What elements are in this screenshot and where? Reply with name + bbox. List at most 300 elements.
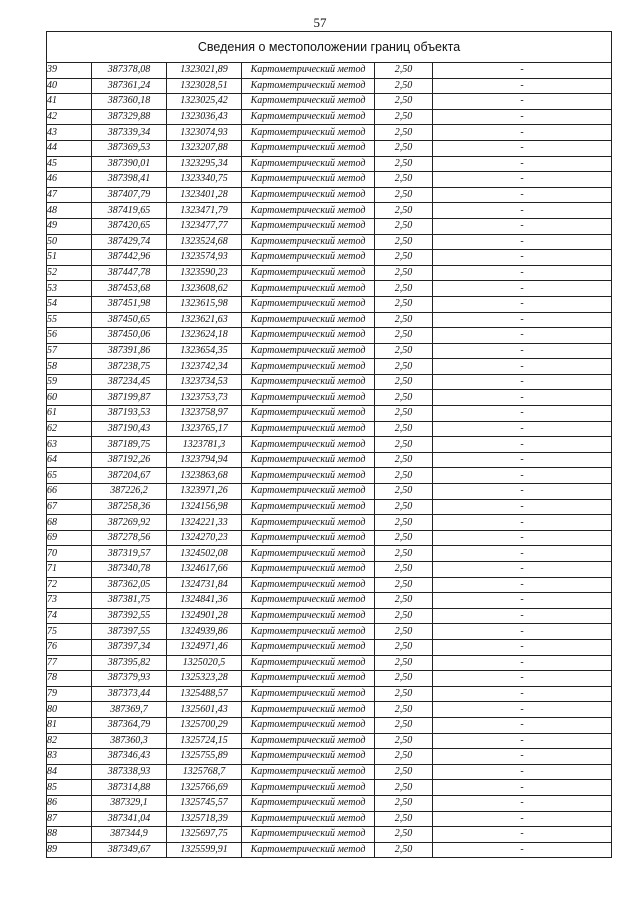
- accuracy-cell: 2,50: [375, 296, 433, 312]
- x-coordinate-cell: 387390,01: [92, 156, 167, 172]
- description-cell: -: [433, 172, 612, 188]
- y-coordinate-cell: 1323477,77: [167, 218, 242, 234]
- x-coordinate-cell: 387193,53: [92, 406, 167, 422]
- y-coordinate-cell: 1323781,3: [167, 437, 242, 453]
- x-coordinate-cell: 387429,74: [92, 234, 167, 250]
- point-number-cell: 64: [47, 452, 92, 468]
- method-cell: Картометрический метод: [242, 702, 375, 718]
- y-coordinate-cell: 1325718,39: [167, 811, 242, 827]
- method-cell: Картометрический метод: [242, 639, 375, 655]
- table-caption: Сведения о местоположении границ объекта: [47, 32, 612, 63]
- accuracy-cell: 2,50: [375, 811, 433, 827]
- x-coordinate-cell: 387369,7: [92, 702, 167, 718]
- accuracy-cell: 2,50: [375, 156, 433, 172]
- accuracy-cell: 2,50: [375, 63, 433, 79]
- description-cell: -: [433, 764, 612, 780]
- accuracy-cell: 2,50: [375, 686, 433, 702]
- method-cell: Картометрический метод: [242, 421, 375, 437]
- y-coordinate-cell: 1323863,68: [167, 468, 242, 484]
- description-cell: -: [433, 296, 612, 312]
- accuracy-cell: 2,50: [375, 187, 433, 203]
- y-coordinate-cell: 1323207,88: [167, 140, 242, 156]
- x-coordinate-cell: 387344,9: [92, 827, 167, 843]
- point-number-cell: 81: [47, 717, 92, 733]
- accuracy-cell: 2,50: [375, 125, 433, 141]
- y-coordinate-cell: 1325755,89: [167, 749, 242, 765]
- table-row: [47, 94, 612, 110]
- method-cell: Картометрический метод: [242, 577, 375, 593]
- y-coordinate-cell: 1323624,18: [167, 328, 242, 344]
- description-cell: -: [433, 468, 612, 484]
- method-cell: Картометрический метод: [242, 468, 375, 484]
- description-cell: -: [433, 187, 612, 203]
- x-coordinate-cell: 387190,43: [92, 421, 167, 437]
- table-row: [47, 452, 612, 468]
- description-cell: -: [433, 390, 612, 406]
- method-cell: Картометрический метод: [242, 94, 375, 110]
- x-coordinate-cell: 387392,55: [92, 608, 167, 624]
- x-coordinate-cell: 387189,75: [92, 437, 167, 453]
- table-row: [47, 390, 612, 406]
- method-cell: Картометрический метод: [242, 780, 375, 796]
- method-cell: Картометрический метод: [242, 827, 375, 843]
- accuracy-cell: 2,50: [375, 421, 433, 437]
- x-coordinate-cell: 387329,1: [92, 795, 167, 811]
- accuracy-cell: 2,50: [375, 562, 433, 578]
- description-cell: -: [433, 780, 612, 796]
- y-coordinate-cell: 1323615,98: [167, 296, 242, 312]
- description-cell: -: [433, 686, 612, 702]
- accuracy-cell: 2,50: [375, 437, 433, 453]
- point-number-cell: 77: [47, 655, 92, 671]
- accuracy-cell: 2,50: [375, 702, 433, 718]
- x-coordinate-cell: 387340,78: [92, 562, 167, 578]
- method-cell: Картометрический метод: [242, 109, 375, 125]
- point-number-cell: 78: [47, 671, 92, 687]
- accuracy-cell: 2,50: [375, 452, 433, 468]
- accuracy-cell: 2,50: [375, 468, 433, 484]
- y-coordinate-cell: 1323794,94: [167, 452, 242, 468]
- point-number-cell: 69: [47, 530, 92, 546]
- x-coordinate-cell: 387204,67: [92, 468, 167, 484]
- y-coordinate-cell: 1323742,34: [167, 359, 242, 375]
- point-number-cell: 48: [47, 203, 92, 219]
- point-number-cell: 68: [47, 515, 92, 531]
- x-coordinate-cell: 387339,34: [92, 125, 167, 141]
- method-cell: Картометрический метод: [242, 546, 375, 562]
- accuracy-cell: 2,50: [375, 795, 433, 811]
- y-coordinate-cell: 1323340,75: [167, 172, 242, 188]
- description-cell: -: [433, 717, 612, 733]
- table-row: [47, 125, 612, 141]
- accuracy-cell: 2,50: [375, 140, 433, 156]
- method-cell: Картометрический метод: [242, 359, 375, 375]
- accuracy-cell: 2,50: [375, 359, 433, 375]
- accuracy-cell: 2,50: [375, 624, 433, 640]
- description-cell: -: [433, 125, 612, 141]
- accuracy-cell: 2,50: [375, 671, 433, 687]
- method-cell: Картометрический метод: [242, 172, 375, 188]
- table-body: [47, 63, 612, 858]
- description-cell: -: [433, 452, 612, 468]
- y-coordinate-cell: 1323295,34: [167, 156, 242, 172]
- description-cell: -: [433, 515, 612, 531]
- point-number-cell: 63: [47, 437, 92, 453]
- table-row: [47, 312, 612, 328]
- point-number-cell: 84: [47, 764, 92, 780]
- y-coordinate-cell: 1325697,75: [167, 827, 242, 843]
- y-coordinate-cell: 1325601,43: [167, 702, 242, 718]
- table-row: [47, 421, 612, 437]
- x-coordinate-cell: 387373,44: [92, 686, 167, 702]
- method-cell: Картометрический метод: [242, 452, 375, 468]
- y-coordinate-cell: 1325745,57: [167, 795, 242, 811]
- x-coordinate-cell: 387453,68: [92, 281, 167, 297]
- point-number-cell: 86: [47, 795, 92, 811]
- y-coordinate-cell: 1325766,69: [167, 780, 242, 796]
- accuracy-cell: 2,50: [375, 655, 433, 671]
- table-row: [47, 702, 612, 718]
- accuracy-cell: 2,50: [375, 218, 433, 234]
- point-number-cell: 88: [47, 827, 92, 843]
- table-row: [47, 172, 612, 188]
- table-row: [47, 733, 612, 749]
- x-coordinate-cell: 387226,2: [92, 484, 167, 500]
- point-number-cell: 56: [47, 328, 92, 344]
- table-row: [47, 546, 612, 562]
- table-row: [47, 187, 612, 203]
- y-coordinate-cell: 1323074,93: [167, 125, 242, 141]
- y-coordinate-cell: 1323401,28: [167, 187, 242, 203]
- x-coordinate-cell: 387450,06: [92, 328, 167, 344]
- x-coordinate-cell: 387349,67: [92, 842, 167, 858]
- y-coordinate-cell: 1323758,97: [167, 406, 242, 422]
- point-number-cell: 41: [47, 94, 92, 110]
- table-row: [47, 109, 612, 125]
- accuracy-cell: 2,50: [375, 390, 433, 406]
- point-number-cell: 58: [47, 359, 92, 375]
- accuracy-cell: 2,50: [375, 78, 433, 94]
- accuracy-cell: 2,50: [375, 328, 433, 344]
- x-coordinate-cell: 387451,98: [92, 296, 167, 312]
- table-row: [47, 265, 612, 281]
- accuracy-cell: 2,50: [375, 203, 433, 219]
- description-cell: -: [433, 437, 612, 453]
- method-cell: Картометрический метод: [242, 296, 375, 312]
- table-caption-row: [47, 32, 612, 63]
- table-row: [47, 811, 612, 827]
- table-row: [47, 749, 612, 765]
- accuracy-cell: 2,50: [375, 374, 433, 390]
- method-cell: Картометрический метод: [242, 655, 375, 671]
- method-cell: Картометрический метод: [242, 608, 375, 624]
- point-number-cell: 51: [47, 250, 92, 266]
- x-coordinate-cell: 387369,53: [92, 140, 167, 156]
- accuracy-cell: 2,50: [375, 717, 433, 733]
- point-number-cell: 60: [47, 390, 92, 406]
- method-cell: Картометрический метод: [242, 499, 375, 515]
- x-coordinate-cell: 387395,82: [92, 655, 167, 671]
- description-cell: -: [433, 63, 612, 79]
- point-number-cell: 40: [47, 78, 92, 94]
- method-cell: Картометрический метод: [242, 343, 375, 359]
- method-cell: Картометрический метод: [242, 530, 375, 546]
- point-number-cell: 53: [47, 281, 92, 297]
- description-cell: -: [433, 94, 612, 110]
- y-coordinate-cell: 1324156,98: [167, 499, 242, 515]
- description-cell: -: [433, 546, 612, 562]
- point-number-cell: 46: [47, 172, 92, 188]
- point-number-cell: 57: [47, 343, 92, 359]
- x-coordinate-cell: 387362,05: [92, 577, 167, 593]
- point-number-cell: 43: [47, 125, 92, 141]
- point-number-cell: 45: [47, 156, 92, 172]
- y-coordinate-cell: 1323025,42: [167, 94, 242, 110]
- point-number-cell: 52: [47, 265, 92, 281]
- description-cell: -: [433, 140, 612, 156]
- x-coordinate-cell: 387391,86: [92, 343, 167, 359]
- method-cell: Картометрический метод: [242, 686, 375, 702]
- y-coordinate-cell: 1325323,28: [167, 671, 242, 687]
- accuracy-cell: 2,50: [375, 499, 433, 515]
- accuracy-cell: 2,50: [375, 780, 433, 796]
- method-cell: Картометрический метод: [242, 764, 375, 780]
- point-number-cell: 47: [47, 187, 92, 203]
- table-row: [47, 624, 612, 640]
- accuracy-cell: 2,50: [375, 484, 433, 500]
- description-cell: -: [433, 655, 612, 671]
- description-cell: -: [433, 343, 612, 359]
- point-number-cell: 61: [47, 406, 92, 422]
- point-number-cell: 42: [47, 109, 92, 125]
- accuracy-cell: 2,50: [375, 827, 433, 843]
- method-cell: Картометрический метод: [242, 312, 375, 328]
- table-row: [47, 437, 612, 453]
- method-cell: Картометрический метод: [242, 437, 375, 453]
- method-cell: Картометрический метод: [242, 156, 375, 172]
- y-coordinate-cell: 1323471,79: [167, 203, 242, 219]
- method-cell: Картометрический метод: [242, 187, 375, 203]
- point-number-cell: 89: [47, 842, 92, 858]
- point-number-cell: 65: [47, 468, 92, 484]
- method-cell: Картометрический метод: [242, 234, 375, 250]
- accuracy-cell: 2,50: [375, 172, 433, 188]
- method-cell: Картометрический метод: [242, 717, 375, 733]
- table-row: [47, 686, 612, 702]
- x-coordinate-cell: 387238,75: [92, 359, 167, 375]
- point-number-cell: 73: [47, 593, 92, 609]
- method-cell: Картометрический метод: [242, 63, 375, 79]
- table-row: [47, 499, 612, 515]
- table-row: [47, 655, 612, 671]
- accuracy-cell: 2,50: [375, 312, 433, 328]
- point-number-cell: 80: [47, 702, 92, 718]
- table-row: [47, 218, 612, 234]
- table-row: [47, 140, 612, 156]
- table-row: [47, 374, 612, 390]
- x-coordinate-cell: 387199,87: [92, 390, 167, 406]
- accuracy-cell: 2,50: [375, 234, 433, 250]
- description-cell: -: [433, 78, 612, 94]
- table-row: [47, 468, 612, 484]
- method-cell: Картометрический метод: [242, 671, 375, 687]
- point-number-cell: 39: [47, 63, 92, 79]
- table-row: [47, 764, 612, 780]
- accuracy-cell: 2,50: [375, 764, 433, 780]
- table-row: [47, 359, 612, 375]
- point-number-cell: 70: [47, 546, 92, 562]
- method-cell: Картометрический метод: [242, 733, 375, 749]
- x-coordinate-cell: 387442,96: [92, 250, 167, 266]
- y-coordinate-cell: 1323621,63: [167, 312, 242, 328]
- x-coordinate-cell: 387341,04: [92, 811, 167, 827]
- description-cell: -: [433, 702, 612, 718]
- description-cell: -: [433, 639, 612, 655]
- description-cell: -: [433, 671, 612, 687]
- point-number-cell: 50: [47, 234, 92, 250]
- accuracy-cell: 2,50: [375, 546, 433, 562]
- description-cell: -: [433, 827, 612, 843]
- x-coordinate-cell: 387420,65: [92, 218, 167, 234]
- y-coordinate-cell: 1324617,66: [167, 562, 242, 578]
- point-number-cell: 79: [47, 686, 92, 702]
- table-row: [47, 328, 612, 344]
- x-coordinate-cell: 387419,65: [92, 203, 167, 219]
- description-cell: -: [433, 499, 612, 515]
- y-coordinate-cell: 1323590,23: [167, 265, 242, 281]
- x-coordinate-cell: 387319,57: [92, 546, 167, 562]
- x-coordinate-cell: 387381,75: [92, 593, 167, 609]
- description-cell: -: [433, 811, 612, 827]
- accuracy-cell: 2,50: [375, 343, 433, 359]
- y-coordinate-cell: 1323021,89: [167, 63, 242, 79]
- accuracy-cell: 2,50: [375, 577, 433, 593]
- accuracy-cell: 2,50: [375, 593, 433, 609]
- point-number-cell: 72: [47, 577, 92, 593]
- page-number: 57: [313, 15, 327, 30]
- description-cell: -: [433, 312, 612, 328]
- y-coordinate-cell: 1324901,28: [167, 608, 242, 624]
- x-coordinate-cell: 387329,88: [92, 109, 167, 125]
- description-cell: -: [433, 328, 612, 344]
- boundary-coordinates-table: [46, 31, 612, 858]
- description-cell: -: [433, 733, 612, 749]
- description-cell: -: [433, 421, 612, 437]
- x-coordinate-cell: 387346,43: [92, 749, 167, 765]
- x-coordinate-cell: 387397,55: [92, 624, 167, 640]
- y-coordinate-cell: 1324841,36: [167, 593, 242, 609]
- y-coordinate-cell: 1323574,93: [167, 250, 242, 266]
- method-cell: Картометрический метод: [242, 795, 375, 811]
- y-coordinate-cell: 1323971,26: [167, 484, 242, 500]
- description-cell: -: [433, 156, 612, 172]
- description-cell: -: [433, 218, 612, 234]
- point-number-cell: 55: [47, 312, 92, 328]
- description-cell: -: [433, 624, 612, 640]
- method-cell: Картометрический метод: [242, 218, 375, 234]
- accuracy-cell: 2,50: [375, 842, 433, 858]
- x-coordinate-cell: 387234,45: [92, 374, 167, 390]
- table-row: [47, 234, 612, 250]
- accuracy-cell: 2,50: [375, 250, 433, 266]
- table-row: [47, 63, 612, 79]
- x-coordinate-cell: 387258,36: [92, 499, 167, 515]
- description-cell: -: [433, 577, 612, 593]
- point-number-cell: 62: [47, 421, 92, 437]
- method-cell: Картометрический метод: [242, 842, 375, 858]
- table-row: [47, 842, 612, 858]
- y-coordinate-cell: 1324221,33: [167, 515, 242, 531]
- y-coordinate-cell: 1325724,15: [167, 733, 242, 749]
- table-row: [47, 530, 612, 546]
- method-cell: Картометрический метод: [242, 203, 375, 219]
- table-row: [47, 281, 612, 297]
- y-coordinate-cell: 1325599,91: [167, 842, 242, 858]
- x-coordinate-cell: 387360,3: [92, 733, 167, 749]
- table-row: [47, 343, 612, 359]
- point-number-cell: 87: [47, 811, 92, 827]
- x-coordinate-cell: 387397,34: [92, 639, 167, 655]
- accuracy-cell: 2,50: [375, 749, 433, 765]
- table-row: [47, 296, 612, 312]
- y-coordinate-cell: 1323753,73: [167, 390, 242, 406]
- description-cell: -: [433, 374, 612, 390]
- y-coordinate-cell: 1323734,53: [167, 374, 242, 390]
- x-coordinate-cell: 387278,56: [92, 530, 167, 546]
- table-row: [47, 484, 612, 500]
- method-cell: Картометрический метод: [242, 484, 375, 500]
- y-coordinate-cell: 1324270,23: [167, 530, 242, 546]
- accuracy-cell: 2,50: [375, 109, 433, 125]
- x-coordinate-cell: 387192,26: [92, 452, 167, 468]
- point-number-cell: 44: [47, 140, 92, 156]
- table-row: [47, 577, 612, 593]
- method-cell: Картометрический метод: [242, 515, 375, 531]
- y-coordinate-cell: 1323028,51: [167, 78, 242, 94]
- y-coordinate-cell: 1324971,46: [167, 639, 242, 655]
- y-coordinate-cell: 1325768,7: [167, 764, 242, 780]
- accuracy-cell: 2,50: [375, 608, 433, 624]
- table-row: [47, 717, 612, 733]
- y-coordinate-cell: 1325488,57: [167, 686, 242, 702]
- x-coordinate-cell: 387269,92: [92, 515, 167, 531]
- y-coordinate-cell: 1324502,08: [167, 546, 242, 562]
- x-coordinate-cell: 387378,08: [92, 63, 167, 79]
- table-row: [47, 562, 612, 578]
- description-cell: -: [433, 795, 612, 811]
- description-cell: -: [433, 109, 612, 125]
- point-number-cell: 85: [47, 780, 92, 796]
- table-row: [47, 608, 612, 624]
- accuracy-cell: 2,50: [375, 406, 433, 422]
- method-cell: Картометрический метод: [242, 374, 375, 390]
- method-cell: Картометрический метод: [242, 406, 375, 422]
- description-cell: -: [433, 842, 612, 858]
- y-coordinate-cell: 1323524,68: [167, 234, 242, 250]
- method-cell: Картометрический метод: [242, 265, 375, 281]
- table-row: [47, 795, 612, 811]
- x-coordinate-cell: 387398,41: [92, 172, 167, 188]
- x-coordinate-cell: 387379,93: [92, 671, 167, 687]
- method-cell: Картометрический метод: [242, 593, 375, 609]
- point-number-cell: 49: [47, 218, 92, 234]
- table-row: [47, 203, 612, 219]
- description-cell: -: [433, 359, 612, 375]
- y-coordinate-cell: 1324939,86: [167, 624, 242, 640]
- point-number-cell: 59: [47, 374, 92, 390]
- table-row: [47, 250, 612, 266]
- method-cell: Картометрический метод: [242, 125, 375, 141]
